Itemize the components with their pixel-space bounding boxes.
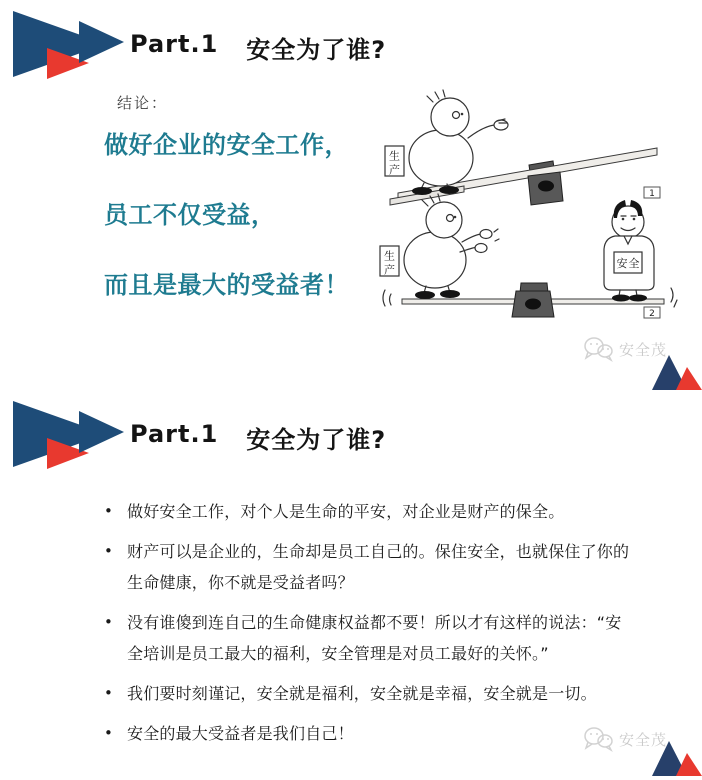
bullet-item	[104, 607, 634, 669]
bullet-text: 做好安全工作，对个人是生命的平安，对企业是财产的保全。	[127, 502, 565, 521]
corner-mountain-logo-icon	[650, 350, 702, 390]
svg-text:生: 生	[389, 149, 400, 163]
bullet-text: 我们要时刻谨记，安全就是福利，安全就是幸福，安全就是一切。	[127, 684, 597, 703]
conclusion-label: 结论：	[117, 94, 169, 112]
bullet-list	[104, 496, 634, 758]
bullet-item	[104, 718, 634, 749]
seesaw-cartoon	[378, 86, 698, 321]
svg-text:2: 2	[649, 309, 655, 319]
header-arrows-icon	[13, 400, 128, 470]
bullet-text: 没有谁傻到连自己的生命健康权益都不要！所以才有这样的说法：“安全培训是员工最大的福利，安全管理是对员工最好的关怀。”	[127, 613, 622, 663]
bullet-item	[104, 536, 634, 598]
bullet-item	[104, 678, 634, 709]
slide-title	[130, 30, 386, 65]
svg-text:产: 产	[384, 263, 395, 277]
watermark-brand: 安全茂	[619, 730, 668, 749]
safety-man	[604, 200, 654, 302]
slide-title	[130, 420, 386, 455]
bullet-icon: •	[104, 502, 113, 520]
title-text: 安全为了谁?	[246, 36, 387, 64]
seesaw-panel-1	[385, 90, 660, 205]
wechat-icon	[583, 726, 615, 752]
part-label: Part.1	[130, 30, 219, 58]
conclusion-line: 员工不仅受益，	[104, 201, 276, 229]
header-arrows-icon	[13, 10, 128, 80]
slide-2	[0, 390, 702, 780]
svg-text:1: 1	[649, 189, 655, 199]
bullet-icon: •	[104, 684, 113, 702]
conclusion-line: 做好企业的安全工作，	[104, 131, 349, 159]
svg-text:安: 安	[616, 257, 628, 270]
part-label: Part.1	[130, 420, 219, 448]
title-text: 安全为了谁?	[246, 426, 387, 454]
svg-text:产: 产	[389, 163, 400, 177]
corner-mountain-logo-icon	[650, 736, 702, 776]
conclusion-line: 而且是最大的受益者！	[104, 271, 349, 299]
production-man-2	[380, 194, 499, 299]
conclusion-lines	[104, 130, 349, 340]
watermark-brand: 安全茂	[619, 340, 668, 359]
svg-text:全: 全	[628, 257, 640, 270]
bullet-icon: •	[104, 724, 113, 742]
svg-text:生: 生	[384, 249, 395, 263]
bullet-icon: •	[104, 613, 113, 631]
wechat-icon	[583, 336, 615, 362]
seesaw-panel-2	[380, 194, 677, 319]
bullet-icon: •	[104, 542, 113, 560]
bullet-item	[104, 496, 634, 527]
bullet-text: 安全的最大受益者是我们自己！	[127, 724, 354, 743]
bullet-text: 财产可以是企业的，生命却是员工自己的。保住安全，也就保住了你的生命健康，你不就是受益者吗？	[127, 542, 630, 592]
